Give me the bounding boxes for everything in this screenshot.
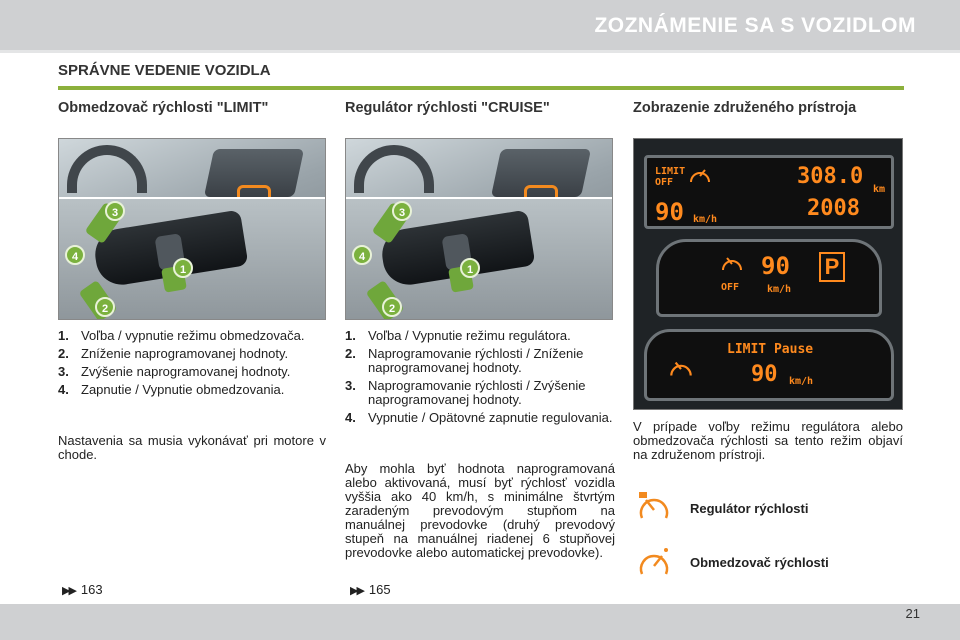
footer-band — [0, 604, 960, 640]
cluster-display-1 — [644, 155, 894, 229]
cluster2-speed: 90 — [761, 252, 790, 280]
limit-mode-label: LIMIT — [655, 166, 686, 177]
cruise-stalk-photo — [345, 138, 613, 320]
odometer-readout: 2008 — [807, 196, 860, 221]
display-note: V prípade voľby režimu regulátora alebo obmedzovača rýchlosti sa tento režim objaví na združenom prístroji. — [633, 419, 903, 462]
list-item: 3. Zvýšenie naprogramovanej hodnoty. — [58, 364, 291, 379]
cruise-page-ref[interactable]: ▶▶ 165 — [350, 582, 391, 597]
badge-3: 3 — [392, 201, 412, 221]
cluster-display-2 — [656, 239, 882, 317]
cluster3-mode-label: LIMIT Pause — [727, 342, 814, 357]
badge-4: 4 — [65, 245, 85, 265]
limiter-legend-label: Obmedzovač rýchlosti — [690, 555, 829, 570]
gear-indicator: P — [819, 252, 845, 282]
list-item: 4. Vypnutie / Opätovné zapnutie regulovania. — [345, 410, 613, 425]
list-item: 2. Zníženie naprogramovanej hodnoty. — [58, 346, 289, 361]
cruise-steps-list — [345, 329, 613, 429]
badge-1: 1 — [173, 258, 193, 278]
badge-2: 2 — [95, 297, 115, 317]
header-divider — [0, 50, 960, 53]
badge-2: 2 — [382, 297, 402, 317]
off-mode-label: OFF — [655, 177, 674, 188]
list-item: 4. Zapnutie / Vypnutie obmedzovania. — [58, 382, 285, 397]
list-item: 1. Voľba / Vypnutie režimu regulátora. — [345, 328, 571, 343]
list-item: 3. Naprogramovanie rýchlosti / Zvýšenie naprogramovanej hodnoty. — [345, 378, 586, 407]
section-title: SPRÁVNE VEDENIE VOZIDLA — [58, 62, 271, 79]
cruise-gauge-icon — [667, 354, 695, 382]
limit-page-ref[interactable]: ▶▶ 163 — [62, 582, 103, 597]
cruise-note: Aby mohla byť hodnota naprogramovaná alebo aktivovaná, musí byť rýchlosť vozidla vyššia ako 40 km/h, s minimálne štvrtým zaradeným prevodovým stupňom na manuálnej prevodovke (druhý prevodový stupeň na manuálnej riadenej 6 stupňovej prevodovke alebo automatickej prevodovke). — [345, 461, 615, 560]
badge-4: 4 — [352, 245, 372, 265]
limit-stalk-photo — [58, 138, 326, 320]
limiter-gauge-icon — [636, 546, 672, 582]
cluster2-off-label: OFF — [721, 282, 740, 293]
cruise-gauge-icon — [636, 490, 672, 526]
cruise-legend-label: Regulátor rýchlosti — [690, 501, 809, 516]
fast-forward-icon: ▶▶ — [350, 585, 363, 597]
limiter-gauge-icon — [687, 162, 713, 188]
limit-title: Obmedzovač rýchlosti "LIMIT" — [58, 100, 269, 116]
chapter-title: ZOZNÁMENIE SA S VOZIDLOM — [594, 14, 916, 37]
cluster2-unit: km/h — [767, 284, 792, 295]
cluster1-unit: km/h — [693, 214, 718, 225]
cluster1-speed: 90 — [655, 198, 684, 226]
badge-1: 1 — [460, 258, 480, 278]
steering-wheel-shape — [354, 145, 434, 193]
cluster3-unit: km/h — [789, 376, 814, 387]
list-item: 2. Naprogramovanie rýchlosti / Zníženie naprogramovanej hodnoty. — [345, 346, 584, 375]
display-title: Zobrazenie združeného prístroja — [633, 100, 857, 116]
limit-steps-list — [58, 329, 326, 401]
badge-3: 3 — [105, 201, 125, 221]
trip-readout: 308.0 — [797, 164, 864, 189]
section-rule — [58, 86, 904, 90]
steering-wheel-shape — [67, 145, 147, 193]
fast-forward-icon: ▶▶ — [62, 585, 75, 597]
page-number: 21 — [905, 606, 920, 621]
limit-note: Nastavenia sa musia vykonávať pri motore v chode. — [58, 433, 326, 462]
list-item: 1. Voľba / vypnutie režimu obmedzovača. — [58, 328, 305, 343]
cruise-title: Regulátor rýchlosti "CRUISE" — [345, 100, 550, 116]
cruise-gauge-icon — [719, 250, 745, 276]
cluster-display-3 — [644, 329, 894, 401]
trip-unit: km — [873, 184, 886, 195]
instrument-cluster-photo — [633, 138, 903, 410]
cluster3-speed: 90 — [751, 362, 778, 387]
